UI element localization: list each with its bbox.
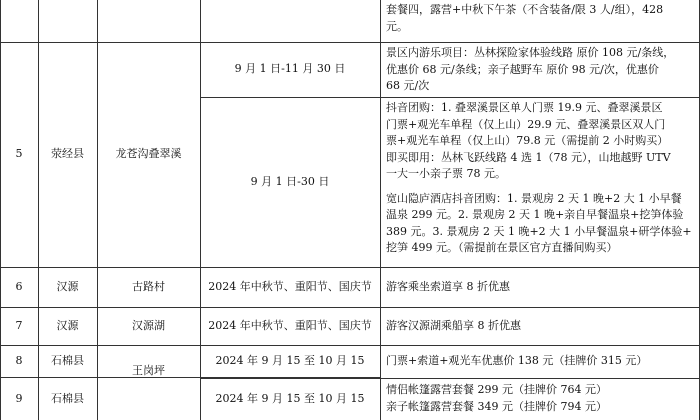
county-cell: 石棉县 [51, 391, 84, 405]
content-cell: 门票+索道+观光车优惠价 138 元（挂牌价 315 元） [386, 354, 648, 368]
text-line: 亲子帐篷露营套餐 349 元（挂牌价 794 元） [386, 399, 607, 413]
text-line: 389 元。3. 景观房 2 天 1 晚+2 大 1 小早餐温泉+研学体验+ [386, 224, 692, 238]
text-line: 挖笋 499 元。（需提前在景区官方直播间购买） [386, 241, 618, 254]
text-line: 景区内游乐项目：丛林探险家体验线路 原价 108 元/条线， [386, 46, 675, 59]
site-cell: 王岗坪 [132, 363, 165, 377]
text-line: 情侣帐篷露营套餐 299 元（挂牌价 764 元） [386, 383, 607, 396]
text-line: 套餐四，露营+中秋下午茶（不含装备/限 3 人/组），428 [386, 3, 664, 16]
text-line: 68 元/次 [386, 79, 430, 92]
period-cell: 2024 年 9 月 15 至 10 月 15 [215, 354, 365, 368]
text-line: 一大一小亲子票 78 元。 [386, 167, 506, 180]
site-cell: 龙苍沟叠翠溪 [115, 147, 182, 161]
row-number: 9 [15, 391, 23, 405]
text-line: 门票+观光车单程（仅上山）29.9 元、叠翠溪景区双人门 [386, 117, 666, 131]
period-cell: 9 月 1 日-30 日 [250, 174, 330, 188]
text-line: 温泉 299 元。2. 景观房 2 天 1 晚+亲自早餐温泉+挖笋体验 [386, 208, 684, 221]
text-line: 元。 [386, 19, 408, 33]
period-cell: 2024 年中秋节、重阳节、国庆节 [208, 279, 372, 293]
spacer [386, 183, 694, 191]
period-cell: 2024 年中秋节、重阳节、国庆节 [208, 318, 372, 332]
content-cell: 游客汉源湖乘船享 8 折优惠 [386, 318, 521, 332]
row-number: 6 [15, 279, 23, 293]
county-cell: 荥经县 [51, 147, 84, 161]
content-cell [386, 45, 694, 95]
county-cell: 石棉县 [51, 353, 84, 367]
period-cell: 2024 年 9 月 15 至 10 月 15 [215, 391, 365, 405]
row-number: 8 [15, 353, 23, 367]
content-cell [386, 100, 694, 257]
text-line: 优惠价 68 元/条线；亲子越野车 原价 98 元/次，优惠价 [386, 62, 659, 76]
content-cell [386, 382, 694, 415]
text-line: 票+观光车单程（仅上山）79.8 元（需提前 2 小时购买） [386, 134, 669, 147]
site-cell: 汉源湖 [132, 318, 165, 332]
county-cell: 汉源 [56, 279, 79, 293]
row-number: 7 [15, 318, 23, 332]
text-line: 宽山隐庐酒店抖音团购：1. 景观房 2 天 1 晚+2 大 1 小早餐 [386, 191, 682, 205]
content-cell [386, 2, 694, 35]
county-cell: 汉源 [56, 318, 79, 332]
period-cell: 9 月 1 日-11 月 30 日 [234, 62, 346, 76]
text-line: 抖音团购：1. 叠翠溪景区单人门票 19.9 元、叠翠溪景区 [386, 101, 663, 114]
content-cell: 游客乘坐索道享 8 折优惠 [386, 279, 510, 293]
text-line: 即买即用：丛林飞跃线路 4 选 1（78 元），山地越野 UTV [386, 150, 671, 164]
row-number: 5 [15, 147, 23, 161]
col-divider [380, 0, 381, 420]
site-cell: 古路村 [132, 279, 165, 293]
